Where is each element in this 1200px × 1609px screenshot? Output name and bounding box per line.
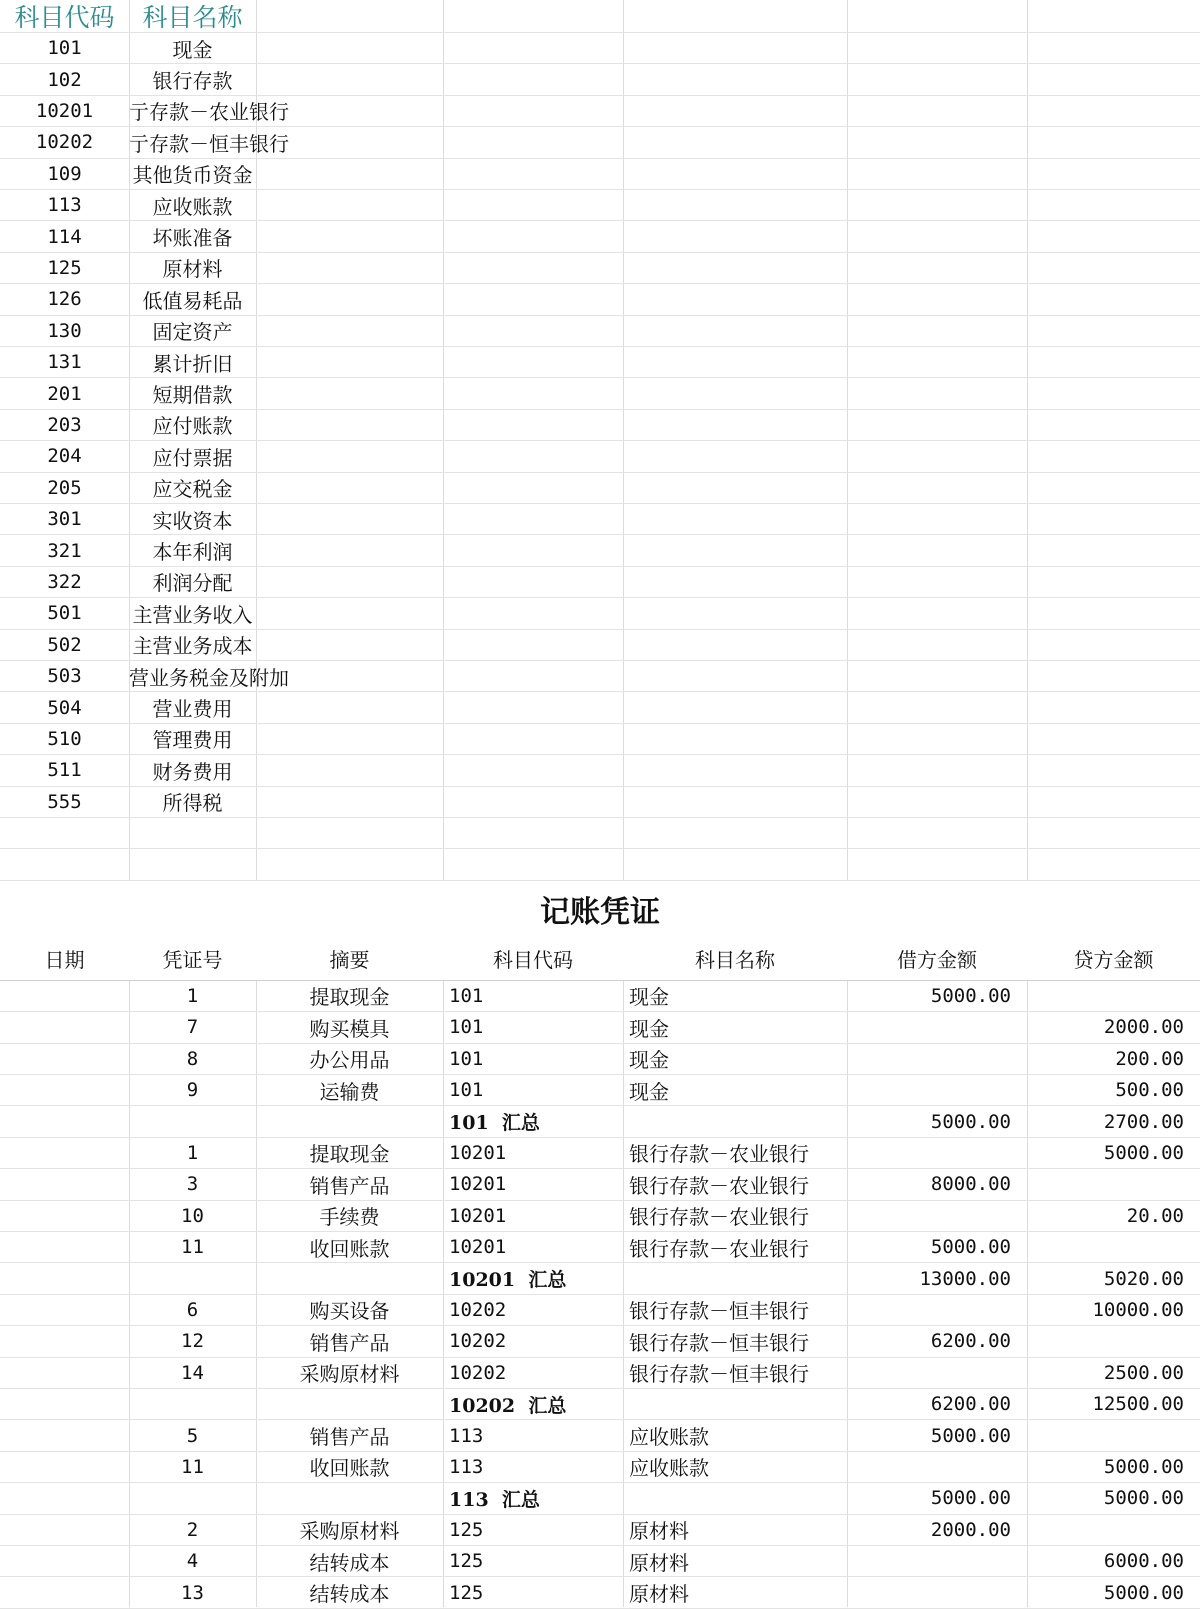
account-code-cell[interactable]: 101 <box>449 984 484 1007</box>
debit-cell[interactable]: 6200.00 <box>930 1330 1011 1353</box>
account-code-cell[interactable]: 322 <box>47 570 82 593</box>
account-name-cell[interactable]: 财务费用 <box>152 759 233 784</box>
credit-cell[interactable]: 2700.00 <box>1103 1110 1184 1133</box>
account-code-cell[interactable]: 125 <box>449 1550 484 1573</box>
account-code-cell[interactable]: 125 <box>449 1581 484 1604</box>
account-code-cell[interactable]: 113 <box>449 1455 484 1478</box>
account-row <box>0 347 1200 378</box>
summary-cell[interactable]: 销售产品 <box>309 1173 390 1198</box>
account-name-cell[interactable]: 银行存款－恒丰银行 <box>629 1299 809 1324</box>
date-cell[interactable] <box>0 1452 129 1482</box>
summary-cell[interactable] <box>256 1483 443 1513</box>
account-name-cell[interactable]: 应收账款 <box>629 1456 709 1481</box>
voucher-no-cell[interactable]: 8 <box>186 1047 199 1070</box>
credit-cell[interactable] <box>1027 1420 1200 1450</box>
voucher-row <box>0 1201 1200 1232</box>
credit-cell[interactable]: 5000.00 <box>1103 1581 1184 1604</box>
account-code-cell[interactable]: 10201 <box>449 1236 507 1259</box>
account-code-cell[interactable]: 510 <box>47 727 82 750</box>
header-credit[interactable]: 贷方金额 <box>1073 947 1154 972</box>
debit-cell[interactable] <box>847 1201 1027 1231</box>
header-account-code[interactable]: 科目代码 <box>493 947 573 972</box>
voucher-no-cell[interactable]: 1 <box>186 1141 199 1164</box>
credit-cell[interactable] <box>1027 1232 1200 1262</box>
account-row <box>0 33 1200 64</box>
date-cell[interactable] <box>0 1577 129 1607</box>
account-code-cell[interactable]: 301 <box>47 508 82 531</box>
account-row <box>0 661 1200 692</box>
account-code-cell[interactable]: 101 <box>449 1079 484 1102</box>
account-header-row <box>0 0 1200 33</box>
summary-cell[interactable]: 采购原材料 <box>299 1519 400 1544</box>
account-code-cell[interactable]: 125 <box>47 256 82 279</box>
account-code-cell[interactable]: 102 <box>47 68 82 91</box>
credit-cell[interactable] <box>1027 1326 1200 1356</box>
account-code-cell[interactable]: 113 <box>449 1424 484 1447</box>
account-code-cell[interactable]: 109 <box>47 162 82 185</box>
voucher-row <box>0 1358 1200 1389</box>
date-cell[interactable] <box>0 1326 129 1356</box>
account-name-cell[interactable]: 银行存款－恒丰银行 <box>629 1362 809 1387</box>
account-row <box>0 567 1200 598</box>
account-name-cell[interactable]: 应收账款 <box>152 194 233 219</box>
voucher-row <box>0 1044 1200 1075</box>
subtotal-row <box>0 1106 1200 1137</box>
credit-cell[interactable]: 10000.00 <box>1092 1298 1184 1321</box>
date-cell[interactable] <box>0 1169 129 1199</box>
account-name-cell[interactable]: 银行存款－农业银行 <box>629 1205 809 1230</box>
account-code-cell[interactable]: 126 <box>47 288 82 311</box>
account-code-cell[interactable]: 101 汇总 <box>449 1112 540 1135</box>
voucher-row <box>0 1577 1200 1608</box>
account-name-cell[interactable] <box>623 1106 847 1136</box>
account-code-cell[interactable]: 10202 汇总 <box>449 1394 567 1417</box>
account-row <box>0 755 1200 786</box>
voucher-row <box>0 1326 1200 1357</box>
account-name-cell[interactable]: 现金 <box>172 37 213 62</box>
voucher-header-row <box>0 937 1200 981</box>
header-account-name[interactable]: 科目名称 <box>695 947 775 972</box>
summary-cell[interactable]: 销售产品 <box>309 1425 390 1450</box>
account-name-cell[interactable]: 管理费用 <box>152 728 233 753</box>
summary-cell[interactable]: 采购原材料 <box>299 1362 400 1387</box>
summary-cell[interactable]: 提取现金 <box>309 1142 390 1167</box>
account-row <box>0 127 1200 158</box>
date-cell[interactable] <box>0 1075 129 1105</box>
voucher-no-cell[interactable]: 2 <box>186 1518 199 1541</box>
voucher-no-cell[interactable]: 13 <box>181 1581 204 1604</box>
account-code-cell[interactable]: 10201 <box>449 1141 507 1164</box>
account-code-cell[interactable]: 502 <box>47 633 82 656</box>
header-summary[interactable]: 摘要 <box>329 947 370 972</box>
date-cell[interactable] <box>0 1358 129 1388</box>
debit-cell[interactable] <box>847 1358 1027 1388</box>
account-code-cell[interactable]: 501 <box>47 602 82 625</box>
empty-row <box>0 849 1200 880</box>
header-date[interactable]: 日期 <box>44 947 85 972</box>
voucher-row <box>0 1420 1200 1451</box>
date-cell[interactable] <box>0 1012 129 1042</box>
debit-cell[interactable]: 6200.00 <box>930 1393 1011 1416</box>
account-row <box>0 378 1200 409</box>
credit-cell[interactable]: 12500.00 <box>1092 1393 1184 1416</box>
voucher-row <box>0 1452 1200 1483</box>
account-name-cell[interactable]: 应付票据 <box>152 445 233 470</box>
account-name-cell[interactable]: 应交税金 <box>152 477 233 502</box>
account-name-cell[interactable]: 利润分配 <box>152 571 233 596</box>
voucher-no-cell[interactable]: 11 <box>181 1236 204 1259</box>
date-cell[interactable] <box>0 1295 129 1325</box>
voucher-row <box>0 1138 1200 1169</box>
account-code-cell[interactable]: 503 <box>47 665 82 688</box>
debit-cell[interactable] <box>847 1044 1027 1074</box>
debit-cell[interactable] <box>847 1452 1027 1482</box>
account-name-cell[interactable]: 低值易耗品 <box>142 288 243 313</box>
voucher-no-cell[interactable] <box>129 1263 256 1293</box>
account-name-cell[interactable]: 银行存款－农业银行 <box>629 1142 809 1167</box>
account-row <box>0 535 1200 566</box>
voucher-no-cell[interactable]: 5 <box>186 1424 199 1447</box>
credit-cell[interactable] <box>1027 981 1200 1011</box>
debit-cell[interactable]: 5000.00 <box>930 1236 1011 1259</box>
credit-cell[interactable]: 2000.00 <box>1103 1016 1184 1039</box>
account-name-cell[interactable]: 现金 <box>629 1079 669 1104</box>
date-cell[interactable] <box>0 1515 129 1545</box>
account-name-cell[interactable]: 原材料 <box>162 257 223 282</box>
credit-cell[interactable]: 6000.00 <box>1103 1550 1184 1573</box>
account-row <box>0 630 1200 661</box>
summary-cell[interactable]: 购买设备 <box>309 1299 390 1324</box>
voucher-no-cell[interactable]: 14 <box>181 1361 204 1384</box>
summary-cell[interactable]: 结转成本 <box>309 1582 390 1607</box>
debit-cell[interactable]: 8000.00 <box>930 1173 1011 1196</box>
subtotal-row <box>0 1263 1200 1294</box>
account-code-cell[interactable]: 10202 <box>35 131 94 154</box>
date-cell[interactable] <box>0 1044 129 1074</box>
date-cell[interactable] <box>0 1106 129 1136</box>
voucher-no-cell[interactable]: 6 <box>186 1298 199 1321</box>
voucher-no-cell[interactable] <box>129 1483 256 1513</box>
header-account-code[interactable]: 科目代码 <box>14 3 115 32</box>
voucher-no-cell[interactable]: 1 <box>186 984 199 1007</box>
subtotal-row <box>0 1389 1200 1420</box>
account-row <box>0 159 1200 190</box>
voucher-row <box>0 1295 1200 1326</box>
voucher-no-cell[interactable]: 9 <box>186 1079 199 1102</box>
account-code-cell[interactable]: 10201 <box>449 1173 507 1196</box>
account-code-cell[interactable]: 113 <box>47 194 82 217</box>
account-code-cell[interactable]: 555 <box>47 790 82 813</box>
debit-cell[interactable]: 5000.00 <box>930 1487 1011 1510</box>
voucher-no-cell[interactable] <box>129 1106 256 1136</box>
date-cell[interactable] <box>0 1201 129 1231</box>
voucher-no-cell[interactable]: 3 <box>186 1173 199 1196</box>
credit-cell[interactable]: 5000.00 <box>1103 1455 1184 1478</box>
account-row <box>0 96 1200 127</box>
account-row <box>0 473 1200 504</box>
account-code-cell[interactable]: 131 <box>47 351 82 374</box>
summary-cell[interactable]: 购买模具 <box>309 1016 390 1041</box>
voucher-no-cell[interactable]: 11 <box>181 1455 204 1478</box>
debit-cell[interactable] <box>847 1295 1027 1325</box>
debit-cell[interactable] <box>847 1546 1027 1576</box>
account-code-cell[interactable]: 204 <box>47 445 82 468</box>
account-code-cell[interactable]: 125 <box>449 1518 484 1541</box>
summary-cell[interactable] <box>256 1263 443 1293</box>
account-row <box>0 504 1200 535</box>
voucher-no-cell[interactable]: 7 <box>186 1016 199 1039</box>
account-name-cell[interactable]: 应付账款 <box>152 414 233 439</box>
date-cell[interactable] <box>0 1232 129 1262</box>
account-name-cell[interactable]: 主营业务成本 <box>132 634 253 659</box>
voucher-row <box>0 1515 1200 1546</box>
account-row <box>0 190 1200 221</box>
account-name-cell[interactable]: 短期借款 <box>152 383 233 408</box>
account-row <box>0 410 1200 441</box>
voucher-row <box>0 1546 1200 1577</box>
account-code-cell[interactable]: 10201 汇总 <box>449 1269 567 1292</box>
account-name-cell[interactable]: 银行存款－恒丰银行 <box>629 1330 809 1355</box>
voucher-row <box>0 1232 1200 1263</box>
summary-cell[interactable] <box>256 1389 443 1419</box>
date-cell[interactable] <box>0 1138 129 1168</box>
date-cell[interactable] <box>0 1263 129 1293</box>
account-code-cell[interactable]: 201 <box>47 382 82 405</box>
credit-cell[interactable]: 500.00 <box>1115 1079 1184 1102</box>
summary-cell[interactable]: 提取现金 <box>309 985 390 1010</box>
summary-cell[interactable]: 手续费 <box>319 1205 380 1230</box>
voucher-no-cell[interactable] <box>129 1389 256 1419</box>
account-code-cell[interactable]: 203 <box>47 413 82 436</box>
header-account-name[interactable]: 科目名称 <box>142 3 243 32</box>
summary-cell[interactable] <box>256 1106 443 1136</box>
summary-cell[interactable]: 收回账款 <box>309 1236 390 1261</box>
account-name-cell[interactable]: 应收账款 <box>629 1425 709 1450</box>
date-cell[interactable] <box>0 1389 129 1419</box>
voucher-row <box>0 981 1200 1012</box>
debit-cell[interactable]: 5000.00 <box>930 1110 1011 1133</box>
account-code-cell[interactable]: 101 <box>449 1016 484 1039</box>
account-code-cell[interactable]: 10202 <box>449 1361 507 1384</box>
account-name-cell[interactable]: 坏账准备 <box>152 226 233 251</box>
account-code-cell[interactable]: 101 <box>449 1047 484 1070</box>
account-row <box>0 284 1200 315</box>
account-name-cell[interactable]: 固定资产 <box>152 320 233 345</box>
credit-cell[interactable]: 5000.00 <box>1103 1141 1184 1164</box>
account-code-cell[interactable]: 10202 <box>449 1330 507 1353</box>
account-row <box>0 598 1200 629</box>
account-code-cell[interactable]: 321 <box>47 539 82 562</box>
voucher-row <box>0 1012 1200 1043</box>
account-name-cell[interactable]: 原材料 <box>629 1582 689 1607</box>
account-code-cell[interactable]: 10201 <box>35 99 94 122</box>
debit-cell[interactable] <box>847 1138 1027 1168</box>
account-code-cell[interactable]: 114 <box>47 225 82 248</box>
account-name-cell[interactable]: 实收资本 <box>152 508 233 533</box>
account-row <box>0 316 1200 347</box>
account-row <box>0 64 1200 95</box>
account-name-cell[interactable]: 现金 <box>629 1048 669 1073</box>
account-name-cell[interactable]: 原材料 <box>629 1519 689 1544</box>
date-cell[interactable] <box>0 1546 129 1576</box>
account-name-cell[interactable]: 现金 <box>629 1016 669 1041</box>
account-row <box>0 441 1200 472</box>
date-cell[interactable] <box>0 981 129 1011</box>
summary-cell[interactable]: 结转成本 <box>309 1550 390 1575</box>
voucher-no-cell[interactable]: 10 <box>181 1204 204 1227</box>
account-name-cell[interactable]: 银行存款－农业银行 <box>629 1236 809 1261</box>
account-row <box>0 692 1200 723</box>
account-name-cell[interactable]: 亍存款－恒丰银行 <box>129 131 289 156</box>
account-name-cell[interactable] <box>623 1483 847 1513</box>
summary-cell[interactable]: 销售产品 <box>309 1330 390 1355</box>
credit-cell[interactable]: 2500.00 <box>1103 1361 1184 1384</box>
account-row <box>0 724 1200 755</box>
voucher-title: 记账凭证 <box>0 881 1200 938</box>
date-cell[interactable] <box>0 1483 129 1513</box>
header-debit[interactable]: 借方金额 <box>897 947 977 972</box>
account-code-cell[interactable]: 10202 <box>449 1298 507 1321</box>
credit-cell[interactable]: 5000.00 <box>1103 1487 1184 1510</box>
debit-cell[interactable]: 5000.00 <box>930 984 1011 1007</box>
credit-cell[interactable]: 200.00 <box>1115 1047 1184 1070</box>
debit-cell[interactable] <box>847 1012 1027 1042</box>
summary-cell[interactable]: 运输费 <box>319 1079 380 1104</box>
account-name-cell[interactable]: 原材料 <box>629 1550 689 1575</box>
account-code-cell[interactable]: 10201 <box>449 1204 507 1227</box>
subtotal-row <box>0 1483 1200 1514</box>
account-row <box>0 221 1200 252</box>
voucher-no-cell[interactable]: 4 <box>186 1550 199 1573</box>
credit-cell[interactable]: 5020.00 <box>1103 1267 1184 1290</box>
date-cell[interactable] <box>0 1420 129 1450</box>
credit-cell[interactable] <box>1027 1515 1200 1545</box>
voucher-row <box>0 1169 1200 1200</box>
credit-cell[interactable] <box>1027 1169 1200 1199</box>
account-row <box>0 787 1200 818</box>
summary-cell[interactable]: 办公用品 <box>309 1048 390 1073</box>
account-code-cell[interactable]: 101 <box>47 37 82 60</box>
account-name-cell[interactable]: 银行存款 <box>152 69 233 94</box>
account-name-cell[interactable]: 主营业务收入 <box>132 602 253 627</box>
voucher-no-cell[interactable]: 12 <box>181 1330 204 1353</box>
debit-cell[interactable] <box>847 1577 1027 1607</box>
account-name-cell[interactable]: 所得税 <box>162 791 223 816</box>
account-name-cell[interactable]: 银行存款－农业银行 <box>629 1173 809 1198</box>
account-name-cell[interactable] <box>623 1263 847 1293</box>
account-code-cell[interactable]: 205 <box>47 476 82 499</box>
account-code-cell[interactable]: 511 <box>47 759 82 782</box>
account-name-cell[interactable]: 现金 <box>629 985 669 1010</box>
empty-row <box>0 818 1200 849</box>
header-voucher-no[interactable]: 凭证号 <box>162 947 223 972</box>
account-code-cell[interactable]: 113 汇总 <box>449 1488 540 1511</box>
voucher-row <box>0 1075 1200 1106</box>
debit-cell[interactable]: 5000.00 <box>930 1424 1011 1447</box>
account-name-cell[interactable]: 亍存款－农业银行 <box>129 100 289 125</box>
account-name-cell[interactable]: 营业务税金及附加 <box>129 665 289 690</box>
account-code-cell[interactable]: 130 <box>47 319 82 342</box>
account-row <box>0 253 1200 284</box>
account-name-cell[interactable]: 本年利润 <box>152 540 233 565</box>
account-code-cell[interactable]: 504 <box>47 696 82 719</box>
debit-cell[interactable] <box>847 1075 1027 1105</box>
account-name-cell[interactable] <box>623 1389 847 1419</box>
account-name-cell[interactable]: 营业费用 <box>152 697 233 722</box>
summary-cell[interactable]: 收回账款 <box>309 1456 390 1481</box>
debit-cell[interactable]: 13000.00 <box>919 1267 1011 1290</box>
account-name-cell[interactable]: 累计折旧 <box>152 351 233 376</box>
account-name-cell[interactable]: 其他货币资金 <box>132 163 253 188</box>
debit-cell[interactable]: 2000.00 <box>930 1518 1011 1541</box>
credit-cell[interactable]: 20.00 <box>1126 1204 1184 1227</box>
